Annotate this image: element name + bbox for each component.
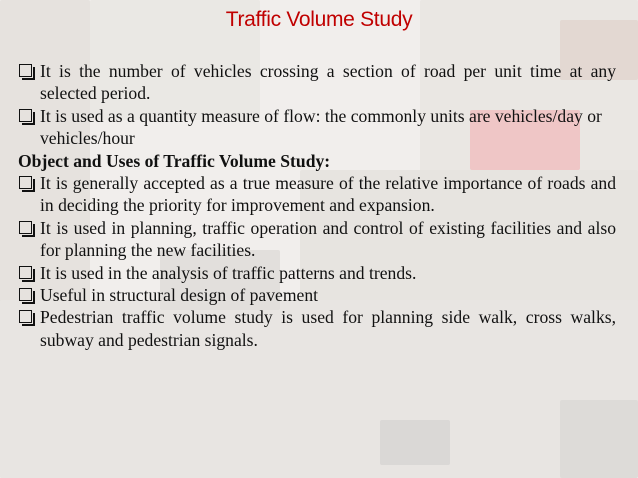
bullet-text: Useful in structural design of pavement: [40, 285, 319, 306]
bullet-item: [18, 172, 616, 217]
bullet-item: [18, 262, 616, 284]
checkbox-square-icon: [19, 266, 32, 279]
checkbox-square-icon: [19, 288, 32, 301]
bullet-text: It is the number of vehicles crossing a section of road per unit time at any selected period.: [40, 61, 616, 104]
bullet-text: It is generally accepted as a true measure of the relative importance of roads and in deciding the priority for improvement and expansion.: [40, 173, 616, 216]
bullet-item: [18, 306, 616, 351]
bullet-item: [18, 60, 616, 105]
section-heading: Object and Uses of Traffic Volume Study:: [18, 150, 331, 171]
checkbox-square-icon: [19, 221, 32, 234]
checkbox-square-icon: [19, 310, 32, 323]
checkbox-square-icon: [19, 176, 32, 189]
checkbox-square-icon: [19, 64, 32, 77]
bullet-item: [18, 284, 616, 306]
bullet-item: [18, 217, 616, 262]
slide-content: [18, 60, 616, 351]
bullet-text: Pedestrian traffic volume study is used for planning side walk, cross walks, subway and pedestrian signals.: [40, 307, 616, 350]
bullet-text: It is used in planning, traffic operation and control of existing facilities and also for planning the new facilities.: [40, 217, 616, 261]
slide-title: Traffic Volume Study: [225, 8, 413, 31]
bullet-item: [18, 105, 616, 150]
checkbox-square-icon: [19, 109, 32, 122]
bullet-text: It is used in the analysis of traffic patterns and trends.: [40, 262, 417, 283]
bullet-text: It is used as a quantity measure of flow: the commonly units are vehicles/day or vehicles/hour: [40, 105, 602, 149]
